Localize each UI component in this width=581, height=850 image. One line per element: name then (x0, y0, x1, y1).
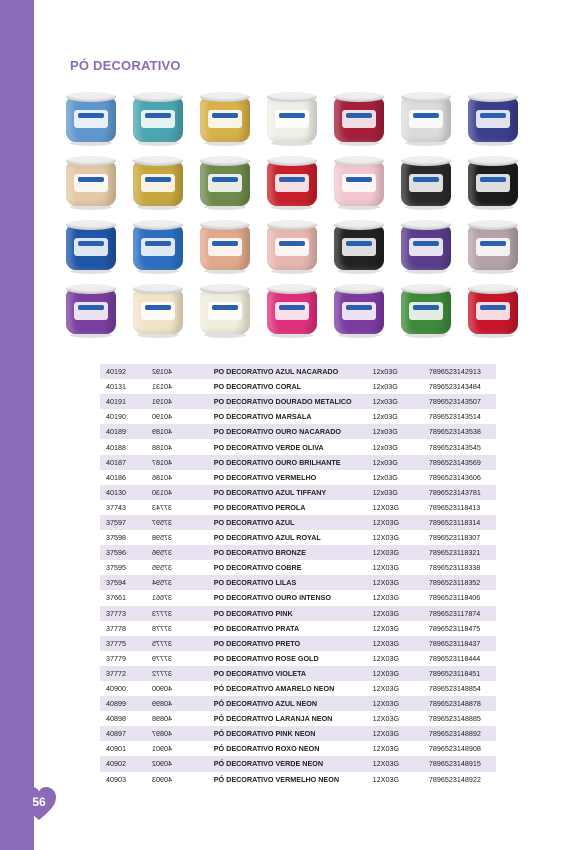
product-code: 40188 (100, 439, 148, 454)
mirrored-code: 37598 (152, 533, 173, 543)
product-code: 37778 (100, 621, 148, 636)
page-number: 56 (32, 795, 46, 809)
table-row (100, 485, 496, 500)
package-size: 12x03G (369, 394, 425, 409)
product-description: PO DECORATIVO PRATA (210, 621, 369, 636)
package-size: 12X03G (369, 621, 425, 636)
product-code: 37598 (100, 530, 148, 545)
mirrored-code: 40902 (152, 759, 173, 769)
mirrored-code: 40189 (152, 427, 173, 437)
product-description: PO DECORATIVO DOURADO METALICO (210, 394, 369, 409)
jar-lid (267, 284, 317, 294)
table-row (100, 741, 496, 756)
product-jar (397, 220, 455, 274)
package-size: 12x03G (369, 470, 425, 485)
brand-logo (346, 113, 372, 118)
product-jar (196, 92, 254, 146)
package-size: 12X03G (369, 666, 425, 681)
product-description: PO DECORATIVO VERDE OLIVA (210, 439, 369, 454)
product-code: 40901 (100, 741, 148, 756)
table-row (100, 756, 496, 771)
brand-logo (145, 241, 171, 246)
barcode-number: 7896523118406 (425, 590, 496, 605)
package-size: 12x03G (369, 455, 425, 470)
brand-logo (78, 305, 104, 310)
package-size: 12X03G (369, 545, 425, 560)
product-code: 40130 (100, 485, 148, 500)
barcode-number: 7896523118451 (425, 666, 496, 681)
mirrored-code: 40131 (152, 382, 173, 392)
product-code: 40897 (100, 726, 148, 741)
mirrored-code: 37595 (152, 563, 173, 573)
brand-logo (145, 305, 171, 310)
jar-lid (66, 220, 116, 230)
barcode-number: 7896523143569 (425, 455, 496, 470)
product-code: 37596 (100, 545, 148, 560)
product-jar (196, 284, 254, 338)
barcode-number: 7896523118413 (425, 500, 496, 515)
product-jar (330, 156, 388, 210)
product-code: 37743 (100, 500, 148, 515)
page-title: PÓ DECORATIVO (70, 58, 181, 73)
table-row (100, 772, 496, 787)
mirrored-code: 37661 (152, 593, 173, 603)
product-description: PÓ DECORATIVO AMARELO NEON (210, 681, 369, 696)
package-size: 12x03G (369, 364, 425, 379)
table-row (100, 681, 496, 696)
jar-lid (66, 156, 116, 166)
package-size: 12X03G (369, 651, 425, 666)
package-size: 12x03G (369, 485, 425, 500)
package-size: 12X03G (369, 575, 425, 590)
brand-logo (413, 305, 439, 310)
jar-lid (200, 284, 250, 294)
jar-lid (133, 284, 183, 294)
brand-logo (78, 241, 104, 246)
barcode-number: 7896523148885 (425, 711, 496, 726)
mirrored-code: 40187 (152, 457, 173, 467)
mirrored-code: 37594 (152, 578, 173, 588)
product-description: PO DECORATIVO PINK (210, 606, 369, 621)
product-jar (397, 156, 455, 210)
product-code: 37597 (100, 515, 148, 530)
table-row (100, 424, 496, 439)
table-row (100, 726, 496, 741)
product-description: PO DECORATIVO MARSALA (210, 409, 369, 424)
product-description: PO DECORATIVO VIOLETA (210, 666, 369, 681)
product-description: PO DECORATIVO BRONZE (210, 545, 369, 560)
mirrored-code: 37773 (152, 608, 173, 618)
table-row (100, 530, 496, 545)
product-code: 37775 (100, 636, 148, 651)
product-description: PO DECORATIVO OURO BRILHANTE (210, 455, 369, 470)
product-jar (263, 156, 321, 210)
product-code: 37773 (100, 606, 148, 621)
barcode-number: 7896523142913 (425, 364, 496, 379)
jar-lid (401, 284, 451, 294)
mirrored-code: 40898 (152, 714, 173, 724)
jar-lid (334, 156, 384, 166)
product-code: 40902 (100, 756, 148, 771)
product-jar (397, 92, 455, 146)
product-code: 40190 (100, 409, 148, 424)
brand-logo (480, 113, 506, 118)
brand-logo (279, 113, 305, 118)
mirrored-code: 37597 (152, 517, 173, 527)
jar-lid (200, 220, 250, 230)
product-photo-grid (62, 92, 522, 342)
product-description: PÓ DECORATIVO VERDE NEON (210, 756, 369, 771)
barcode-number: 7896523148915 (425, 756, 496, 771)
table-row (100, 394, 496, 409)
jar-lid (133, 220, 183, 230)
mirrored-code: 40900 (152, 684, 173, 694)
mirrored-code: 37596 (152, 548, 173, 558)
package-size: 12X03G (369, 696, 425, 711)
mirrored-code: 40190 (152, 412, 173, 422)
product-jar (196, 156, 254, 210)
brand-logo (480, 241, 506, 246)
barcode-number: 7896523118475 (425, 621, 496, 636)
product-description: PO DECORATIVO OURO INTENSO (210, 590, 369, 605)
package-size: 12X03G (369, 590, 425, 605)
product-jar (62, 156, 120, 210)
product-table (100, 364, 496, 787)
mirrored-code: 37775 (152, 638, 173, 648)
jar-lid (200, 92, 250, 102)
package-size: 12X03G (369, 681, 425, 696)
barcode-number: 7896523117874 (425, 606, 496, 621)
mirrored-code: 37743 (152, 502, 173, 512)
table-row (100, 545, 496, 560)
product-jar (464, 156, 522, 210)
table-row (100, 575, 496, 590)
barcode-number: 7896523118338 (425, 560, 496, 575)
mirrored-code: 40130 (152, 487, 173, 497)
barcode-number: 7896523148878 (425, 696, 496, 711)
jar-lid (133, 92, 183, 102)
table-row (100, 439, 496, 454)
product-jar (330, 92, 388, 146)
product-jar (129, 220, 187, 274)
barcode-number: 7896523143606 (425, 470, 496, 485)
mirrored-code: 40897 (152, 729, 173, 739)
barcode-number: 7896523118321 (425, 545, 496, 560)
product-jar (263, 92, 321, 146)
barcode-number: 7896523143781 (425, 485, 496, 500)
product-jar (196, 220, 254, 274)
jar-lid (66, 92, 116, 102)
jar-lid (401, 92, 451, 102)
product-code: 40186 (100, 470, 148, 485)
brand-logo (413, 113, 439, 118)
mirrored-code: 37772 (152, 668, 173, 678)
product-jar (464, 92, 522, 146)
package-size: 12X03G (369, 636, 425, 651)
brand-logo (212, 241, 238, 246)
package-size: 12X03G (369, 560, 425, 575)
brand-logo (413, 177, 439, 182)
jar-lid (267, 156, 317, 166)
brand-logo (212, 305, 238, 310)
brand-logo (145, 177, 171, 182)
product-description: PÓ DECORATIVO AZUL NEON (210, 696, 369, 711)
table-row (100, 379, 496, 394)
jar-lid (401, 156, 451, 166)
table-row (100, 364, 496, 379)
mirrored-code: 40192 (152, 367, 173, 377)
product-jar (62, 284, 120, 338)
product-code: 40900 (100, 681, 148, 696)
product-code: 40131 (100, 379, 148, 394)
product-jar (129, 284, 187, 338)
product-description: PÓ DECORATIVO PINK NEON (210, 726, 369, 741)
barcode-number: 7896523143545 (425, 439, 496, 454)
product-description: PÓ DECORATIVO LARANJA NEON (210, 711, 369, 726)
jar-lid (66, 284, 116, 294)
product-description: PÓ DECORATIVO ROXO NEON (210, 741, 369, 756)
product-description: PO DECORATIVO LILAS (210, 575, 369, 590)
brand-logo (346, 177, 372, 182)
brand-logo (413, 241, 439, 246)
package-size: 12X03G (369, 756, 425, 771)
product-description: PO DECORATIVO AZUL ROYAL (210, 530, 369, 545)
product-code: 37772 (100, 666, 148, 681)
table-row (100, 651, 496, 666)
product-code: 37779 (100, 651, 148, 666)
product-description: PO DECORATIVO PEROLA (210, 500, 369, 515)
brand-logo (279, 305, 305, 310)
jar-lid (267, 92, 317, 102)
table-row (100, 621, 496, 636)
jar-lid (133, 156, 183, 166)
package-size: 12x03G (369, 424, 425, 439)
table-row (100, 590, 496, 605)
jar-lid (334, 284, 384, 294)
product-code: 37594 (100, 575, 148, 590)
product-description: PO DECORATIVO CORAL (210, 379, 369, 394)
package-size: 12X03G (369, 726, 425, 741)
mirrored-code: 40899 (152, 699, 173, 709)
barcode-number: 7896523148908 (425, 741, 496, 756)
mirrored-code: 40903 (152, 774, 173, 784)
barcode-number: 7896523148892 (425, 726, 496, 741)
package-size: 12X03G (369, 515, 425, 530)
table-row (100, 455, 496, 470)
barcode-number: 7896523148922 (425, 772, 496, 787)
table-row (100, 409, 496, 424)
product-jar (129, 156, 187, 210)
product-description: PO DECORATIVO AZUL (210, 515, 369, 530)
brand-logo (279, 177, 305, 182)
page-number-badge (20, 785, 58, 823)
barcode-number: 7896523143507 (425, 394, 496, 409)
product-description: PO DECORATIVO ROSE GOLD (210, 651, 369, 666)
product-code: 40192 (100, 364, 148, 379)
product-jar (464, 220, 522, 274)
product-description: PO DECORATIVO COBRE (210, 560, 369, 575)
product-jar (129, 92, 187, 146)
brand-logo (346, 241, 372, 246)
brand-logo (212, 113, 238, 118)
brand-logo (480, 305, 506, 310)
product-code: 40191 (100, 394, 148, 409)
product-description: PO DECORATIVO VERMELHO (210, 470, 369, 485)
mirrored-code: 37778 (152, 623, 173, 633)
barcode-number: 7896523118444 (425, 651, 496, 666)
package-size: 12X03G (369, 500, 425, 515)
barcode-number: 7896523118437 (425, 636, 496, 651)
product-code: 37595 (100, 560, 148, 575)
table-row (100, 560, 496, 575)
table-row (100, 696, 496, 711)
sidebar-band (0, 0, 34, 850)
package-size: 12X03G (369, 772, 425, 787)
table-row (100, 515, 496, 530)
product-code: 40898 (100, 711, 148, 726)
product-jar (62, 220, 120, 274)
table-row (100, 711, 496, 726)
brand-logo (279, 241, 305, 246)
product-jar (330, 220, 388, 274)
package-size: 12X03G (369, 606, 425, 621)
jar-lid (401, 220, 451, 230)
product-description: PO DECORATIVO OURO NACARADO (210, 424, 369, 439)
jar-lid (468, 156, 518, 166)
jar-lid (468, 284, 518, 294)
jar-lid (334, 220, 384, 230)
product-jar (330, 284, 388, 338)
barcode-number: 7896523118352 (425, 575, 496, 590)
brand-logo (145, 113, 171, 118)
product-code: 40189 (100, 424, 148, 439)
barcode-number: 7896523118307 (425, 530, 496, 545)
table-row (100, 606, 496, 621)
product-code: 40899 (100, 696, 148, 711)
package-size: 12X03G (369, 741, 425, 756)
barcode-number: 7896523148854 (425, 681, 496, 696)
barcode-number: 7896523118314 (425, 515, 496, 530)
product-code: 40187 (100, 455, 148, 470)
brand-logo (346, 305, 372, 310)
brand-logo (212, 177, 238, 182)
brand-logo (78, 177, 104, 182)
product-jar (263, 284, 321, 338)
product-jar (263, 220, 321, 274)
package-size: 12X03G (369, 711, 425, 726)
table-row (100, 500, 496, 515)
product-description: PO DECORATIVO PRETO (210, 636, 369, 651)
brand-logo (78, 113, 104, 118)
product-description: PÓ DECORATIVO VERMELHO NEON (210, 772, 369, 787)
product-code: 37661 (100, 590, 148, 605)
table-row (100, 666, 496, 681)
jar-lid (200, 156, 250, 166)
jar-lid (468, 92, 518, 102)
package-size: 12x03G (369, 409, 425, 424)
mirrored-code: 40191 (152, 397, 173, 407)
mirrored-code: 40901 (152, 744, 173, 754)
barcode-number: 7896523143538 (425, 424, 496, 439)
jar-lid (267, 220, 317, 230)
mirrored-code: 40186 (152, 472, 173, 482)
package-size: 12X03G (369, 530, 425, 545)
product-code: 40903 (100, 772, 148, 787)
table-row (100, 636, 496, 651)
brand-logo (480, 177, 506, 182)
product-jar (62, 92, 120, 146)
table-row (100, 470, 496, 485)
mirrored-code: 37779 (152, 653, 173, 663)
mirrored-code: 40188 (152, 442, 173, 452)
product-jar (464, 284, 522, 338)
barcode-number: 7896523143514 (425, 409, 496, 424)
jar-lid (468, 220, 518, 230)
package-size: 12x03G (369, 379, 425, 394)
product-description: PO DECORATIVO AZUL TIFFANY (210, 485, 369, 500)
jar-lid (334, 92, 384, 102)
product-description: PO DECORATIVO AZUL NACARADO (210, 364, 369, 379)
package-size: 12x03G (369, 439, 425, 454)
product-jar (397, 284, 455, 338)
barcode-number: 7896523143484 (425, 379, 496, 394)
